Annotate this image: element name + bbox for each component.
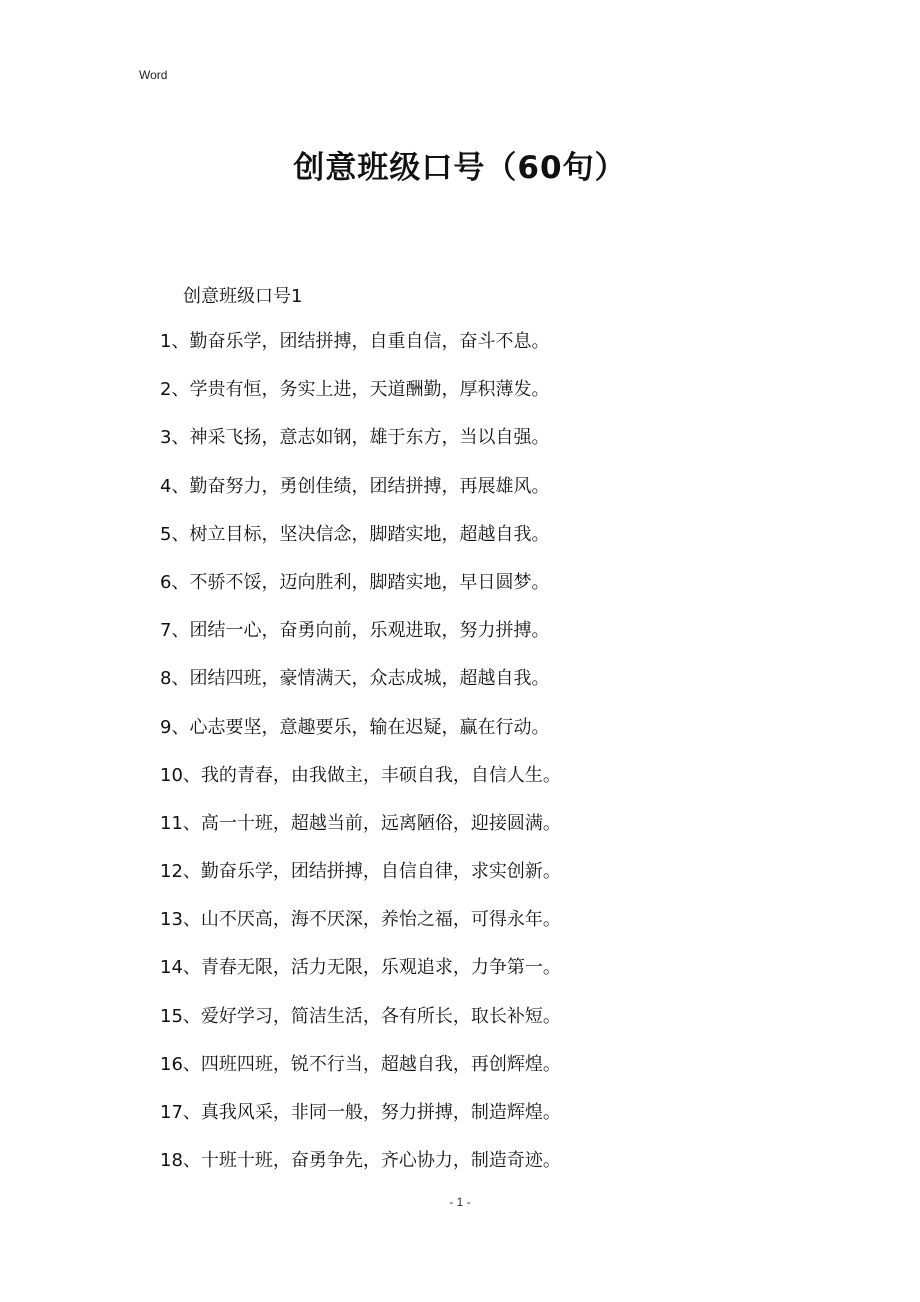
document-title: 创意班级口号（60句） bbox=[293, 150, 627, 186]
list-item: 7、团结一心，奋勇向前，乐观进取，努力拼搏。 bbox=[160, 620, 550, 642]
list-item: 12、勤奋乐学，团结拼搏，自信自律，求实创新。 bbox=[160, 861, 561, 883]
page-number: - 1 - bbox=[449, 1195, 471, 1209]
list-item: 11、高一十班，超越当前，远离陋俗，迎接圆满。 bbox=[160, 812, 561, 834]
list-item: 17、真我风采，非同一般，努力拼搏，制造辉煌。 bbox=[160, 1102, 561, 1123]
header-label: Word bbox=[139, 68, 168, 82]
list-item: 13、山不厌高，海不厌深，养怡之福，可得永年。 bbox=[160, 909, 561, 931]
list-item: 15、爱好学习，简洁生活，各有所长，取长补短。 bbox=[160, 1005, 561, 1027]
list-item: 6、不骄不馁，迈向胜利，脚踏实地，早日圆梦。 bbox=[160, 571, 550, 593]
list-item: 16、四班四班，锐不行当，超越自我，再创辉煌。 bbox=[160, 1053, 561, 1075]
list-item: 4、勤奋努力，勇创佳绩，团结拼搏，再展雄风。 bbox=[160, 475, 550, 497]
list-item: 14、青春无限，活力无限，乐观追求，力争第一。 bbox=[160, 957, 561, 979]
list-item: 8、团结四班，豪情满天，众志成城，超越自我。 bbox=[160, 668, 550, 690]
list-item: 9、心志要坚，意趣要乐，输在迟疑，赢在行动。 bbox=[160, 716, 550, 738]
list-item: 18、十班十班，奋勇争先，齐心协力，制造奇迹。 bbox=[160, 1150, 561, 1172]
section-heading: 创意班级口号1 bbox=[183, 286, 303, 307]
list-item: 2、学贵有恒，务实上进，天道酬勤，厚积薄发。 bbox=[160, 379, 550, 401]
list-item: 3、神采飞扬，意志如钢，雄于东方，当以自强。 bbox=[160, 427, 550, 449]
list-item: 10、我的青春，由我做主，丰硕自我，自信人生。 bbox=[160, 764, 561, 786]
slogan-list bbox=[160, 326, 561, 1193]
list-item: 5、树立目标，坚决信念，脚踏实地，超越自我。 bbox=[160, 523, 550, 545]
list-item: 1、勤奋乐学，团结拼搏，自重自信，奋斗不息。 bbox=[160, 331, 550, 352]
